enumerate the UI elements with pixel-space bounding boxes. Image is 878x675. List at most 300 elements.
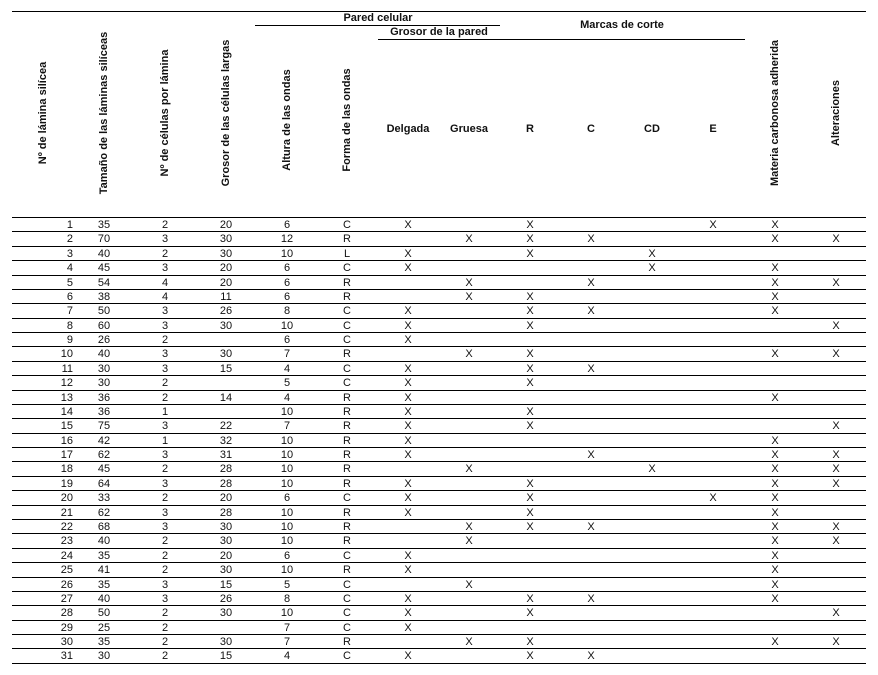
cell-celulas: 3 [161, 233, 169, 246]
row-rule [12, 577, 866, 578]
cell-altura: 8 [283, 305, 291, 318]
cell-forma: R [343, 276, 351, 289]
row-rule [12, 548, 866, 549]
grosor-pared-rule [378, 39, 500, 40]
cell-tamano: 40 [97, 348, 111, 361]
cell-lamina: 30 [60, 636, 73, 649]
cell-tamano: 60 [97, 319, 111, 332]
cell-materia: X [771, 262, 779, 275]
cell-grosor-celulas: 20 [219, 492, 233, 505]
cell-marca-r: X [526, 362, 534, 375]
cell-celulas: 2 [161, 247, 169, 260]
cell-delgada: X [404, 621, 412, 634]
cell-celulas: 2 [161, 621, 169, 634]
cell-forma: R [343, 564, 351, 577]
cell-forma: C [343, 362, 351, 375]
row-rule [12, 246, 866, 247]
cell-alteraciones: X [832, 420, 840, 433]
row-rule [12, 591, 866, 592]
cell-lamina: 4 [66, 262, 73, 275]
cell-altura: 4 [283, 362, 291, 375]
cell-lamina: 24 [60, 549, 73, 562]
cell-altura: 10 [280, 477, 294, 490]
cell-marca-r: X [526, 290, 534, 303]
cell-delgada: X [404, 219, 412, 231]
cell-materia: X [771, 449, 779, 462]
cell-materia: X [771, 276, 779, 289]
cell-materia: X [771, 636, 779, 649]
cell-celulas: 2 [161, 564, 169, 577]
row-rule [12, 332, 866, 333]
cell-celulas: 3 [161, 319, 169, 332]
cell-altura: 7 [283, 636, 291, 649]
cell-lamina: 6 [66, 290, 73, 303]
cell-marca-r: X [526, 520, 534, 533]
cell-forma: C [343, 305, 351, 318]
cell-lamina: 1 [66, 219, 73, 231]
row-rule [12, 476, 866, 477]
row-rule [12, 461, 866, 462]
cell-celulas: 2 [161, 535, 169, 548]
cell-altura: 6 [283, 262, 291, 275]
cell-forma: R [343, 233, 351, 246]
cell-altura: 10 [280, 506, 294, 519]
cell-marca-c: X [587, 520, 595, 533]
cell-delgada: X [404, 319, 412, 332]
cell-forma: R [343, 405, 351, 418]
cell-altura: 10 [280, 535, 294, 548]
cell-materia: X [771, 592, 779, 605]
cell-grosor-celulas: 20 [219, 219, 233, 231]
cell-tamano: 45 [97, 463, 111, 476]
cell-lamina: 31 [60, 650, 73, 663]
cell-forma: R [343, 391, 351, 404]
cell-gruesa: X [465, 348, 473, 361]
cell-celulas: 2 [161, 463, 169, 476]
cell-celulas: 3 [161, 578, 169, 591]
cell-alteraciones: X [832, 477, 840, 490]
cell-lamina: 18 [60, 463, 73, 476]
cell-lamina: 13 [60, 391, 73, 404]
cell-altura: 7 [283, 621, 291, 634]
row-rule [12, 562, 866, 563]
cell-grosor-celulas: 15 [219, 362, 233, 375]
row-rule [12, 303, 866, 304]
header-tamano: Tamaño de las láminas silíceas [98, 31, 110, 195]
cell-marca-r: X [526, 377, 534, 390]
cell-delgada: X [404, 506, 412, 519]
cell-celulas: 3 [161, 520, 169, 533]
cell-altura: 7 [283, 420, 291, 433]
cell-alteraciones: X [832, 535, 840, 548]
cell-delgada: X [404, 391, 412, 404]
cell-altura: 7 [283, 348, 291, 361]
cell-materia: X [771, 233, 779, 246]
cell-delgada: X [404, 247, 412, 260]
header-marcas-corte: Marcas de corte [580, 19, 664, 31]
row-rule [12, 275, 866, 276]
cell-tamano: 26 [97, 334, 111, 347]
cell-grosor-celulas: 22 [219, 420, 233, 433]
row-rule [12, 663, 866, 664]
cell-tamano: 41 [97, 564, 111, 577]
cell-lamina: 8 [66, 319, 73, 332]
cell-lamina: 5 [66, 276, 73, 289]
cell-forma: C [343, 592, 351, 605]
cell-tamano: 35 [97, 636, 111, 649]
header-grosor-celulas: Grosor de las células largas [220, 39, 232, 187]
cell-tamano: 35 [97, 549, 111, 562]
cell-lamina: 26 [60, 578, 73, 591]
cell-altura: 10 [280, 449, 294, 462]
cell-gruesa: X [465, 535, 473, 548]
cell-delgada: X [404, 650, 412, 663]
header-e: E [709, 123, 717, 135]
cell-grosor-celulas: 31 [219, 449, 233, 462]
cell-tamano: 30 [97, 362, 111, 375]
cell-marca-e: X [709, 219, 717, 231]
cell-altura: 10 [280, 319, 294, 332]
cell-celulas: 4 [161, 290, 169, 303]
cell-altura: 6 [283, 219, 291, 231]
cell-grosor-celulas: 14 [219, 391, 233, 404]
cell-marca-c: X [587, 276, 595, 289]
cell-delgada: X [404, 362, 412, 375]
cell-lamina: 17 [60, 449, 73, 462]
cell-marca-r: X [526, 506, 534, 519]
cell-forma: R [343, 636, 351, 649]
row-rule [12, 289, 866, 290]
cell-altura: 5 [283, 578, 291, 591]
cell-altura: 6 [283, 492, 291, 505]
header-r: R [526, 123, 534, 135]
row-rule [12, 634, 866, 635]
row-rule [12, 361, 866, 362]
cell-celulas: 2 [161, 607, 169, 620]
cell-tamano: 42 [97, 434, 111, 447]
cell-tamano: 50 [97, 305, 111, 318]
cell-lamina: 14 [60, 405, 73, 418]
row-rule [12, 390, 866, 391]
cell-celulas: 2 [161, 636, 169, 649]
cell-alteraciones: X [832, 319, 840, 332]
cell-celulas: 3 [161, 506, 169, 519]
cell-grosor-celulas: 30 [219, 564, 233, 577]
cell-forma: C [343, 262, 351, 275]
cell-altura: 4 [283, 650, 291, 663]
cell-altura: 6 [283, 334, 291, 347]
cell-marca-c: X [587, 305, 595, 318]
header-grosor-pared: Grosor de la pared [390, 26, 488, 38]
cell-materia: X [771, 535, 779, 548]
cell-grosor-celulas: 20 [219, 276, 233, 289]
cell-tamano: 36 [97, 391, 111, 404]
cell-lamina: 29 [60, 621, 73, 634]
cell-marca-r: X [526, 477, 534, 490]
cell-alteraciones: X [832, 463, 840, 476]
cell-forma: R [343, 463, 351, 476]
cell-grosor-celulas: 30 [219, 535, 233, 548]
cell-forma: R [343, 506, 351, 519]
cell-delgada: X [404, 420, 412, 433]
cell-marca-r: X [526, 492, 534, 505]
row-rule [12, 648, 866, 649]
cell-forma: C [343, 607, 351, 620]
cell-altura: 10 [280, 434, 294, 447]
row-rule [12, 533, 866, 534]
cell-forma: C [343, 650, 351, 663]
cell-grosor-celulas: 30 [219, 319, 233, 332]
header-celulas: Nº de células por lámina [159, 49, 171, 177]
cell-lamina: 22 [60, 520, 73, 533]
cell-celulas: 2 [161, 334, 169, 347]
cell-lamina: 20 [60, 492, 73, 505]
cell-forma: R [343, 420, 351, 433]
cell-altura: 10 [280, 247, 294, 260]
cell-grosor-celulas: 20 [219, 549, 233, 562]
cell-altura: 10 [280, 463, 294, 476]
cell-celulas: 2 [161, 391, 169, 404]
row-rule [12, 620, 866, 621]
cell-delgada: X [404, 449, 412, 462]
header-pared-celular: Pared celular [343, 12, 413, 24]
cell-forma: C [343, 578, 351, 591]
cell-lamina: 2 [66, 233, 73, 246]
marcas-corte-rule [500, 39, 745, 40]
cell-marca-c: X [587, 233, 595, 246]
cell-tamano: 35 [97, 578, 111, 591]
row-rule [12, 404, 866, 405]
cell-altura: 10 [280, 607, 294, 620]
cell-grosor-celulas: 28 [219, 463, 233, 476]
cell-forma: C [343, 319, 351, 332]
cell-tamano: 25 [97, 621, 111, 634]
cell-lamina: 25 [60, 564, 73, 577]
cell-altura: 6 [283, 549, 291, 562]
cell-lamina: 27 [60, 592, 73, 605]
cell-tamano: 64 [97, 477, 111, 490]
cell-lamina: 7 [66, 305, 73, 318]
cell-grosor-celulas: 26 [219, 592, 233, 605]
cell-marca-c: X [587, 592, 595, 605]
cell-lamina: 11 [61, 362, 73, 375]
cell-forma: R [343, 535, 351, 548]
cell-grosor-celulas: 30 [219, 233, 233, 246]
cell-delgada: X [404, 305, 412, 318]
row-rule [12, 605, 866, 606]
header-forma: Forma de las ondas [341, 68, 353, 172]
cell-forma: C [343, 377, 351, 390]
cell-forma: R [343, 520, 351, 533]
cell-marca-r: X [526, 607, 534, 620]
cell-celulas: 3 [161, 449, 169, 462]
cell-altura: 4 [283, 391, 291, 404]
cell-tamano: 40 [97, 592, 111, 605]
cell-delgada: X [404, 434, 412, 447]
cell-lamina: 19 [60, 477, 73, 490]
header-materia: Materia carbonosa adherida [769, 39, 781, 187]
cell-altura: 6 [283, 290, 291, 303]
cell-celulas: 2 [161, 492, 169, 505]
cell-materia: X [771, 391, 779, 404]
cell-delgada: X [404, 405, 412, 418]
cell-materia: X [771, 492, 779, 505]
cell-forma: R [343, 290, 351, 303]
cell-celulas: 4 [161, 276, 169, 289]
cell-tamano: 62 [97, 449, 111, 462]
cell-grosor-celulas: 28 [219, 477, 233, 490]
row-rule [12, 447, 866, 448]
cell-delgada: X [404, 607, 412, 620]
cell-altura: 10 [280, 405, 294, 418]
row-rule [12, 490, 866, 491]
cell-marca-c: X [587, 449, 595, 462]
cell-materia: X [771, 477, 779, 490]
cell-lamina: 10 [60, 348, 73, 361]
table-top-rule [12, 11, 866, 12]
cell-materia: X [771, 520, 779, 533]
cell-delgada: X [404, 492, 412, 505]
cell-tamano: 36 [97, 405, 111, 418]
cell-tamano: 68 [97, 520, 111, 533]
cell-gruesa: X [465, 578, 473, 591]
cell-alteraciones: X [832, 520, 840, 533]
header-lamina: Nº de lámina silícea [37, 61, 49, 165]
cell-celulas: 3 [161, 305, 169, 318]
header-c: C [587, 123, 595, 135]
cell-gruesa: X [465, 520, 473, 533]
cell-delgada: X [404, 477, 412, 490]
cell-lamina: 16 [60, 434, 73, 447]
cell-altura: 12 [280, 233, 294, 246]
cell-alteraciones: X [832, 276, 840, 289]
cell-marca-r: X [526, 219, 534, 231]
cell-lamina: 23 [60, 535, 73, 548]
cell-celulas: 1 [161, 434, 169, 447]
cell-materia: X [771, 219, 779, 231]
cell-gruesa: X [465, 636, 473, 649]
cell-forma: C [343, 219, 351, 231]
row-rule [12, 505, 866, 506]
cell-grosor-celulas: 30 [219, 607, 233, 620]
cell-alteraciones: X [832, 233, 840, 246]
cell-tamano: 33 [97, 492, 111, 505]
cell-tamano: 75 [97, 420, 111, 433]
cell-materia: X [771, 348, 779, 361]
cell-gruesa: X [465, 276, 473, 289]
cell-forma: C [343, 549, 351, 562]
cell-forma: R [343, 434, 351, 447]
cell-marca-r: X [526, 420, 534, 433]
row-rule [12, 375, 866, 376]
cell-grosor-celulas: 32 [219, 434, 233, 447]
cell-tamano: 45 [97, 262, 111, 275]
row-rule [12, 231, 866, 232]
header-altura: Altura de las ondas [281, 69, 293, 171]
cell-lamina: 12 [60, 377, 73, 390]
cell-alteraciones: X [832, 607, 840, 620]
cell-delgada: X [404, 549, 412, 562]
cell-marca-r: X [526, 305, 534, 318]
cell-tamano: 50 [97, 607, 111, 620]
cell-tamano: 54 [97, 276, 111, 289]
row-rule [12, 346, 866, 347]
cell-marca-r: X [526, 405, 534, 418]
cell-forma: L [343, 247, 351, 260]
cell-tamano: 30 [97, 650, 111, 663]
cell-grosor-celulas: 26 [219, 305, 233, 318]
cell-celulas: 3 [161, 348, 169, 361]
cell-marca-cd: X [648, 463, 656, 476]
cell-delgada: X [404, 564, 412, 577]
cell-altura: 6 [283, 276, 291, 289]
cell-materia: X [771, 506, 779, 519]
cell-marca-r: X [526, 319, 534, 332]
cell-celulas: 3 [161, 592, 169, 605]
cell-altura: 5 [283, 377, 291, 390]
cell-forma: R [343, 477, 351, 490]
cell-lamina: 9 [66, 334, 73, 347]
header-delgada: Delgada [386, 123, 430, 135]
cell-grosor-celulas: 15 [219, 650, 233, 663]
cell-materia: X [771, 549, 779, 562]
cell-tamano: 35 [97, 219, 111, 231]
cell-lamina: 3 [66, 247, 73, 260]
cell-alteraciones: X [832, 636, 840, 649]
cell-marca-r: X [526, 636, 534, 649]
header-gruesa: Gruesa [450, 123, 488, 135]
cell-grosor-celulas: 20 [219, 262, 233, 275]
cell-forma: C [343, 621, 351, 634]
row-rule [12, 519, 866, 520]
cell-tamano: 30 [97, 377, 111, 390]
cell-celulas: 2 [161, 219, 169, 231]
cell-grosor-celulas: 30 [219, 247, 233, 260]
cell-gruesa: X [465, 233, 473, 246]
cell-tamano: 40 [97, 535, 111, 548]
cell-altura: 10 [280, 564, 294, 577]
row-rule [12, 318, 866, 319]
cell-grosor-celulas: 11 [220, 290, 232, 303]
cell-celulas: 2 [161, 549, 169, 562]
cell-forma: R [343, 348, 351, 361]
cell-materia: X [771, 463, 779, 476]
cell-forma: C [343, 492, 351, 505]
cell-grosor-celulas: 30 [219, 520, 233, 533]
cell-celulas: 1 [161, 405, 169, 418]
cell-delgada: X [404, 377, 412, 390]
cell-materia: X [771, 305, 779, 318]
cell-marca-c: X [587, 650, 595, 663]
cell-marca-r: X [526, 247, 534, 260]
cell-delgada: X [404, 334, 412, 347]
cell-materia: X [771, 290, 779, 303]
cell-materia: X [771, 434, 779, 447]
cell-tamano: 70 [97, 233, 111, 246]
cell-tamano: 38 [97, 290, 111, 303]
header-alteraciones: Alteraciones [830, 79, 842, 147]
cell-celulas: 2 [161, 377, 169, 390]
row-rule [12, 418, 866, 419]
cell-grosor-celulas: 30 [219, 636, 233, 649]
cell-forma: C [343, 334, 351, 347]
cell-delgada: X [404, 262, 412, 275]
cell-grosor-celulas: 15 [219, 578, 233, 591]
cell-materia: X [771, 578, 779, 591]
cell-alteraciones: X [832, 449, 840, 462]
cell-gruesa: X [465, 463, 473, 476]
cell-marca-cd: X [648, 262, 656, 275]
